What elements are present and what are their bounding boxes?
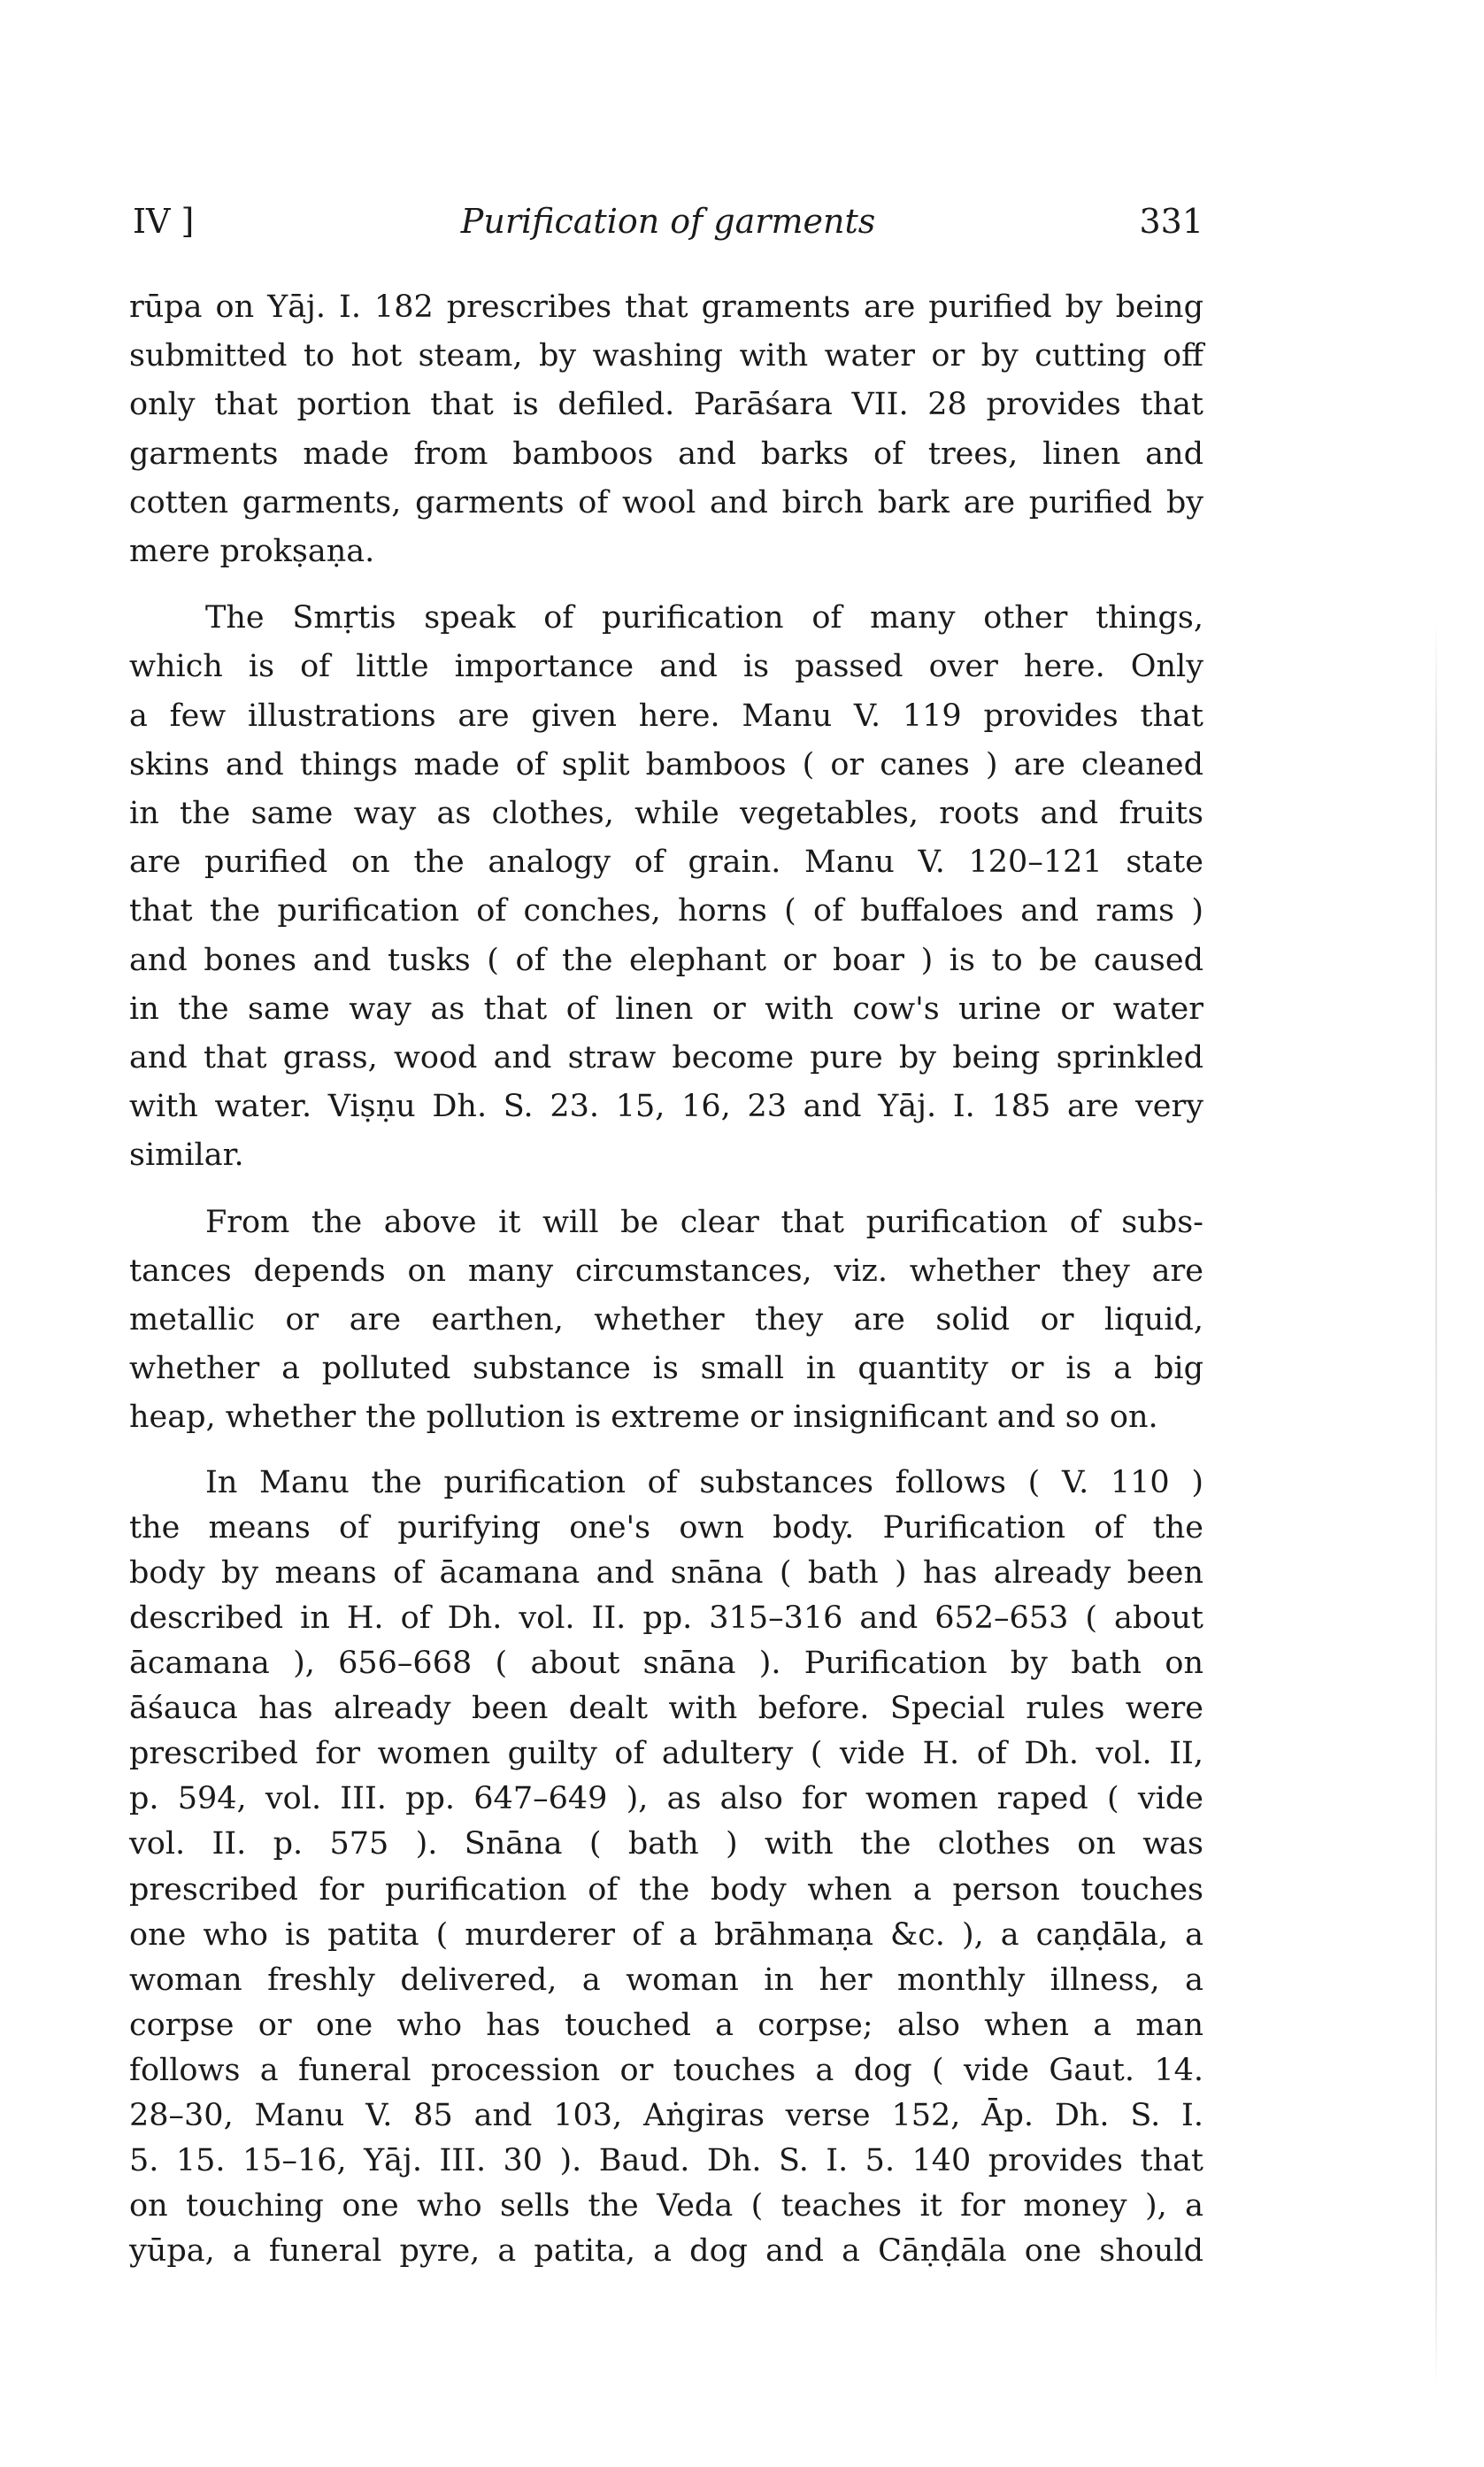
text-line: heap, whether the pollution is extreme or insignificant and so on. <box>129 1399 1158 1436</box>
paragraph <box>129 1199 1203 1443</box>
text-line: a few illustrations are given here. Manu V. 119 provides that <box>129 698 1203 734</box>
text-line: only that portion that is defiled. Parāśara VII. 28 provides that <box>129 387 1203 423</box>
text-line: in the same way as that of linen or with cow's urine or water <box>129 991 1203 1027</box>
paragraph <box>129 1461 1203 2275</box>
text-line: which is of little importance and is passed over here. Only <box>129 649 1203 685</box>
text-line: vol. II. p. 575 ). Snāna ( bath ) with the clothes on was <box>129 1826 1203 1862</box>
body-text <box>129 283 1203 2274</box>
paragraph <box>129 283 1203 576</box>
text-line: p. 594, vol. III. pp. 647–649 ), as also for women raped ( vide <box>129 1781 1203 1817</box>
text-line: In Manu the purification of substances follows ( V. 110 ) <box>205 1464 1203 1500</box>
text-line: garments made from bamboos and barks of trees, linen and <box>129 436 1203 472</box>
text-line: and bones and tusks ( of the elephant or boar ) is to be caused <box>129 942 1203 978</box>
text-line: From the above it will be clear that purification of subs- <box>205 1204 1203 1240</box>
text-line: metallic or are earthen, whether they are solid or liquid, <box>129 1302 1203 1338</box>
text-line: 28–30, Manu V. 85 and 103, Aṅgiras verse 152, Āp. Dh. S. I. <box>129 2097 1203 2133</box>
text-line: The Smṛtis speak of purification of many other things, <box>205 600 1203 636</box>
text-line: body by means of ācamana and snāna ( bath ) has already been <box>129 1554 1203 1591</box>
chapter-number: IV ] <box>133 202 195 241</box>
text-line: cotten garments, garments of wool and birch bark are purified by <box>129 484 1203 520</box>
text-line: the means of purifying one's own body. Purification of the <box>129 1509 1203 1546</box>
text-line: follows a funeral procession or touches a dog ( vide Gaut. 14. <box>129 2052 1203 2088</box>
text-line: rūpa on Yāj. I. 182 prescribes that graments are purified by being <box>129 289 1203 325</box>
text-line: prescribed for purification of the body when a person touches <box>129 1871 1203 1908</box>
text-line: submitted to hot steam, by washing with water or by cutting off <box>129 338 1203 374</box>
text-line: are purified on the analogy of grain. Manu V. 120–121 state <box>129 844 1203 881</box>
running-title: Purification of garments <box>460 202 876 241</box>
running-header <box>133 202 1203 255</box>
text-line: mere prokṣaṇa. <box>129 534 375 570</box>
text-line: woman freshly delivered, a woman in her monthly illness, a <box>129 1962 1203 1998</box>
text-line: ācamana ), 656–668 ( about snāna ). Purification by bath on <box>129 1646 1203 1682</box>
text-line: on touching one who sells the Veda ( teaches it for money ), a <box>129 2188 1203 2224</box>
text-line: skins and things made of split bamboos ( or canes ) are cleaned <box>129 746 1203 783</box>
text-line: described in H. of Dh. vol. II. pp. 315–316 and 652–653 ( about <box>129 1600 1203 1636</box>
text-line: in the same way as clothes, while vegetables, roots and fruits <box>129 796 1203 832</box>
text-line: tances depends on many circumstances, viz. whether they are <box>129 1253 1203 1289</box>
text-line: one who is patita ( murderer of a brāhmaṇa &c. ), a caṇḍāla, a <box>129 1916 1203 1953</box>
text-line: similar. <box>129 1137 244 1174</box>
page-number: 331 <box>1139 202 1203 241</box>
paragraph <box>129 594 1203 1180</box>
text-line: yūpa, a funeral pyre, a patita, a dog and a Cāṇḍāla one should <box>129 2233 1203 2270</box>
text-line: that the purification of conches, horns ( of buffaloes and rams ) <box>129 893 1203 929</box>
text-line: and that grass, wood and straw become pure by being sprinkled <box>129 1040 1203 1076</box>
text-line: āśauca has already been dealt with before. Special rules were <box>129 1691 1203 1727</box>
text-line: corpse or one who has touched a corpse; also when a man <box>129 2007 1203 2043</box>
text-line: prescribed for women guilty of adultery ( vide H. of Dh. vol. II, <box>129 1736 1203 1772</box>
text-line: whether a polluted substance is small in quantity or is a big <box>129 1351 1203 1387</box>
text-line: 5. 15. 15–16, Yāj. III. 30 ). Baud. Dh. S. I. 5. 140 provides that <box>129 2143 1203 2179</box>
text-line: with water. Viṣṇu Dh. S. 23. 15, 16, 23 and Yāj. I. 185 are very <box>129 1089 1203 1125</box>
scan-edge-shadow <box>1435 620 1437 2390</box>
